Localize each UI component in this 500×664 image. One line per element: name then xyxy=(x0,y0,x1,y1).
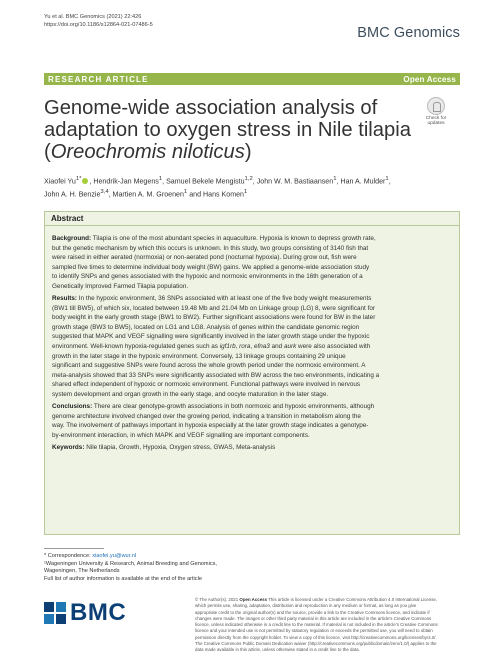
orcid-icon[interactable] xyxy=(82,178,88,184)
bookmark-icon xyxy=(427,97,445,115)
abstract-heading: Abstract xyxy=(45,212,459,226)
abstract-body xyxy=(52,234,454,456)
correspondence-note: * Correspondence: xiaofei.yu@wur.nl ¹Wageningen University & Research, Animal Breeding and Genomics, Wageningen, The Netherlands Full list of author information is available at the end of the article xyxy=(44,548,244,583)
footnote-divider xyxy=(44,548,104,549)
bmc-logo-icon xyxy=(44,602,66,624)
check-for-updates-button[interactable] xyxy=(419,97,453,134)
check-for-updates-label: Check for updates xyxy=(425,116,447,127)
author-line-2: John A. H. Benzie$^{3,4}$, Martien A. M. Groenen$^1$ and Hans Komen$^1$ xyxy=(44,188,248,199)
author-list xyxy=(44,174,458,200)
journal-name: BMC Genomics xyxy=(357,25,460,41)
title-line-2: adaptation to oxygen stress in Nile tilapia xyxy=(44,119,411,142)
license-statement: © The Author(s). 2021 Open Access This article is licensed under a Creative Commons Attribution 4.0 International License, which permits use, sharing, adaptation, distribution and reproduction in any medium or format, as long as you give appropriate credit to the original author(s) and the source, provide a link to the Creative Commons licence, and indicate if changes were made. The images or other third party material in this article are included in the article's Creative Commons licence, unless indicated otherwise in a credit line to the material. If material is not included in the article's Creative Commons licence and your intended use is not permitted by statutory regulation or exceeds the permitted use, you will need to obtain permission directly from the copyright holder. To view a copy of this licence, visit http://creativecommons.org/licenses/by/4.0/. The Creative Commons Public Domain Dedication waiver (http://creativecommons.org/publicdomain/zero/1.0/) applies to the data made available in this article, unless otherwise stated in a credit line to the data. xyxy=(195,597,438,653)
correspondence-email[interactable]: xiaofei.yu@wur.nl xyxy=(92,553,137,559)
abstract-results: Results: In the hypoxic environment, 36 SNPs associated with at least one of the five body weight measurements (BW1 till BW5), of which six, located between 19.48 Mb and 21.04 Mb on Linkage group (LG) 8, were significant for body weight in the early growth stage (BW1 to BW2). Further significant associations were found for BW in the later growth stage (BW3 to BW5), located on LG1 and LG8. Analysis of genes within the candidate genomic region suggested that MAPK and VEGF signalling were significantly involved in the later growth stage under the hypoxic environment. Well-known hypoxia-regulated genes such as igf1rb, rora, efna3 and aurk were also associated with growth in the later stage in the hypoxic environment. Conversely, 13 linkage groups containing 29 unique significant and suggestive SNPs were found across the whole growth period under the normoxic environment. A meta-analysis showed that 33 SNPs were significantly associated with BW across the two environments, indicating a shared effect independent of hypoxic or normoxic environment. Functional pathways were involved in nervous system development and organ growth in the early stage, and oocyte maturation in the later stage. xyxy=(52,295,380,398)
species-name: Oreochromis niloticus xyxy=(50,141,245,164)
bmc-logo: BMC xyxy=(44,599,126,627)
article-type: RESEARCH ARTICLE xyxy=(48,74,149,84)
citation: Yu et al. BMC Genomics (2021) 22:426 xyxy=(44,14,142,20)
author-line-1: Xiaofei $Yu^{1*}$ , Hendrik-Jan Megens$^1$, Samuel Bekele Mengistu$^{1,2}$, John W. M. Bastiaansen$^1$, Han A. Mulder$^1$, xyxy=(44,176,391,186)
abstract-keywords: Keywords: Nile tilapia, Growth, Hypoxia, Oxygen stress, GWAS, Meta-analysis xyxy=(52,444,276,452)
article-title xyxy=(44,97,414,164)
running-header xyxy=(44,13,153,29)
title-line-1: Genome-wide association analysis of xyxy=(44,97,378,119)
open-access-label: Open Access xyxy=(403,74,456,84)
doi-link[interactable]: https://doi.org/10.1186/s12864-021-07486-5 xyxy=(44,22,153,28)
article-banner xyxy=(44,73,460,85)
abstract-conclusions: Conclusions: There are clear genotype-growth associations in both normoxic and hypoxic environments, although genome architecture involved changed over the growing period, indicating a transition in metabolism along the way. The involvement of pathways important in hypoxia especially at the later growth stage indicates a genotype- by-environment interaction, in which MAPK and VEGF signalling are important components. xyxy=(52,403,375,439)
abstract-box xyxy=(44,211,460,535)
abstract-background: Background: Tilapia is one of the most abundant species in aquaculture. Hypoxia is known to depress growth rate, but the genetic mechanism by which this occurs is unknown. In this study, two groups consisting of 3140 fish that were raised in either aerated (normoxia) or non-aerated pond (nocturnal hypoxia). During grow out, fish were sampled five times to determine individual body weight (BW) gains. We applied a genome-wide association study to identify SNPs and genes associated with the hypoxic and normoxic environments in the 16th generation of a Genetically Improved Farmed Tilapia population. xyxy=(52,235,376,290)
title-line-3: (Oreochromis niloticus) xyxy=(44,141,252,164)
